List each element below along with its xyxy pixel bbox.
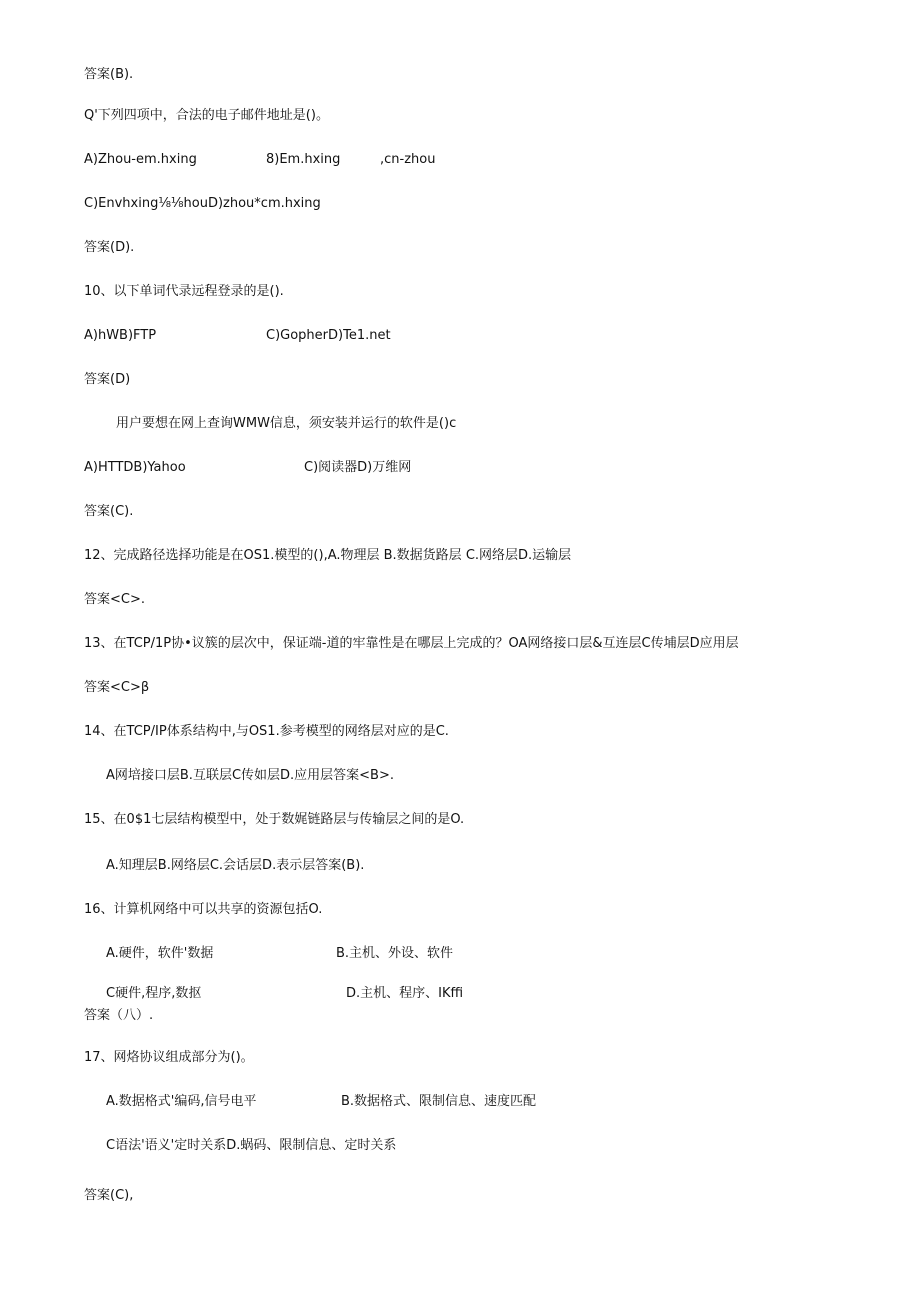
option-a-b: A)hWB)FTP [84,328,157,343]
option-c: C硬件,程序,数抠 [106,986,202,1001]
option-b: B.数据格式、限制信息、速度匹配 [341,1094,537,1109]
answer-line: 答案<C>β [84,680,150,695]
answer-line: 答案（八）. [84,1008,154,1023]
answer-line: 答案(B). [84,67,134,82]
option-a-b: A)HTTDB)Yahoo [84,460,186,475]
question-15: 15、在0$1七层结构模型中，处于数娓链路层与传输层之间的是O. [84,812,465,827]
option-b: B.主机、外设、软件 [336,946,454,961]
option-c-d: C)阅读器D)万维网 [304,460,412,475]
question-17: 17、网烙协议组成部分为()。 [84,1050,254,1065]
question-11: 用户要想在网上查询WMW信息，须安装并运行的软件是()c [116,416,457,431]
option-c-d: C)GopherD)Te1.net [266,328,391,343]
question-13: 13、在TCP/1P协•议簇的层次中，保证端-道的牢靠性是在哪层上完成的？OA网络接口层&互连层C传埔层D应用层 [84,636,739,651]
question-16: 16、计算机网络中可以共享的资源包括O. [84,902,323,917]
question-12: 12、完成路径选择功能是在OS1.模型的(),A.物理层 B.数据货路层 C.网络层D.运输层 [84,548,572,563]
option-b-continued: ,cn-zhou [380,152,436,167]
answer-line: 答案<C>. [84,592,145,607]
answer-line: 答案(D). [84,240,135,255]
option-a: A.数据格式'编码,信号电平 [106,1094,257,1109]
question-9: Q'下列四项中，合法的电子邮件地址是()。 [84,108,329,123]
option-d: D.主机、程序、IKffi [346,986,464,1001]
option-a: A.硬件，软件'数据 [106,946,214,961]
option-b: 8)Em.hxing [266,152,341,167]
answer-line: 答案(C). [84,504,134,519]
options-and-answer: A网培接口层B.互联层C传如层D.应用层答案<B>. [106,768,394,783]
question-14: 14、在TCP/IP体系结构中,与OS1.参考模型的网络层对应的是C. [84,724,449,739]
option-a: A)Zhou-em.hxing [84,152,197,167]
answer-line: 答案(D) [84,372,131,387]
option-c-d: C)Envhxing⅛⅛houD)zhou*cm.hxing [84,196,321,211]
answer-line: 答案(C), [84,1188,134,1203]
option-c-d: C语法'语义'定时关系D.蜗码、限制信息、定时关系 [106,1138,397,1153]
options-and-answer: A.知理层B.网络层C.会话层D.表示层答案(B). [106,858,365,873]
question-10: 10、以下单词代录远程登录的是(). [84,284,284,299]
